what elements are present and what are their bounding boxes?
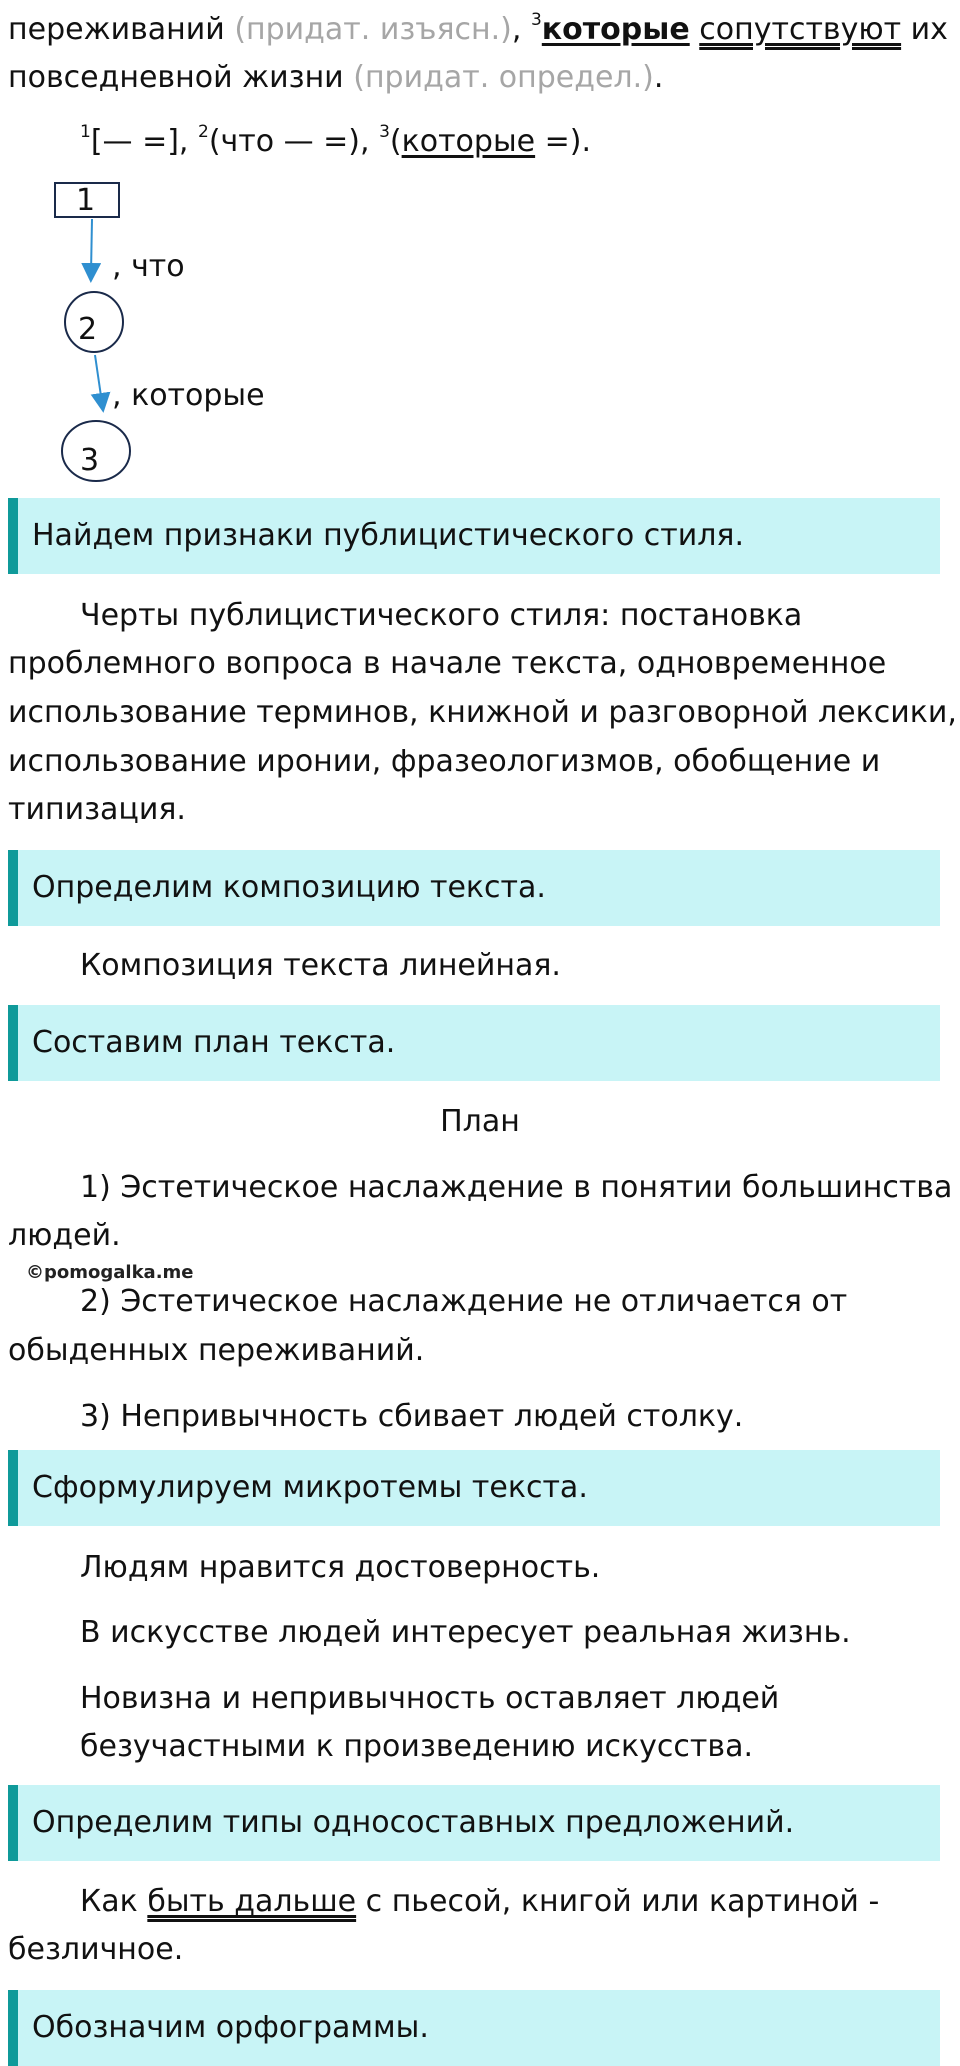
scheme-conjunction: которые — [401, 124, 536, 159]
scheme-part: (что — =), — [208, 124, 380, 159]
arrow-2 — [95, 355, 102, 403]
plan-item: 1) Эстетическое наслаждение в понятии большинства — [80, 1170, 953, 1205]
text-fragment: переживаний — [8, 12, 235, 47]
text-fragment: , — [511, 12, 531, 47]
scheme-part: [— =], — [90, 124, 198, 159]
section-title: Составим план текста. — [32, 1025, 396, 1060]
section-header — [8, 1990, 940, 2066]
paragraph-line: использование терминов, книжной и разговорной лексики, — [8, 695, 957, 730]
paragraph-line: проблемного вопроса в начале текста, одновременное — [8, 646, 887, 681]
section-header — [8, 850, 940, 926]
section-title: Определим композицию текста. — [32, 870, 546, 905]
plan-title: План — [440, 1104, 520, 1139]
paragraph-line: использование иронии, фразеологизмов, обобщение и — [8, 744, 881, 779]
section-header — [8, 1450, 940, 1526]
section-header — [8, 1785, 940, 1861]
scheme-part: =). — [535, 124, 592, 159]
section-title: Найдем признаки публицистического стиля. — [32, 518, 745, 553]
text-fragment: их — [901, 12, 948, 47]
text-fragment: Как — [80, 1884, 148, 1919]
scheme-part: ( — [389, 124, 402, 159]
microtheme: Людям нравится достоверность. — [80, 1550, 601, 1585]
paragraph-line — [80, 1882, 879, 1922]
plan-item: 3) Непривычность сбивает людей столку. — [80, 1399, 744, 1434]
clause-note: (придат. определ.) — [353, 60, 654, 95]
microtheme: безучастными к произведению искусства. — [80, 1729, 753, 1764]
clause-note: (придат. изъясн.) — [234, 12, 512, 47]
clause-number: 3 — [530, 10, 542, 30]
watermark: ©pomogalka.me — [26, 1262, 194, 1283]
conjunction-word: которые — [541, 12, 690, 47]
text-fragment — [690, 12, 700, 47]
paragraph-line: Композиция текста линейная. — [80, 948, 561, 983]
text-line — [8, 58, 663, 98]
arrow-1 — [91, 219, 92, 273]
clause-diagram — [0, 175, 300, 485]
plan-item: обыденных переживаний. — [8, 1333, 425, 1368]
predicate-word: сопутствуют — [699, 12, 902, 47]
clause-number: 2 — [197, 122, 209, 142]
diagram-node-label: 1 — [76, 183, 96, 218]
section-title: Сформулируем микротемы текста. — [32, 1470, 588, 1505]
clause-number: 1 — [80, 122, 91, 142]
paragraph-line: типизация. — [8, 792, 186, 827]
diagram-node-label: 2 — [78, 312, 98, 347]
text-fragment: . — [653, 60, 664, 95]
plan-item: 2) Эстетическое наслаждение не отличается от — [80, 1284, 848, 1319]
paragraph-line: Черты публицистического стиля: постановка — [80, 598, 803, 633]
section-header — [8, 1005, 940, 1081]
section-title: Определим типы односоставных предложений. — [32, 1805, 795, 1840]
plan-item: людей. — [8, 1218, 121, 1253]
clause-number: 3 — [379, 122, 390, 142]
diagram-link-label: , которые — [112, 378, 265, 413]
text-fragment: повседневной жизни — [8, 60, 354, 95]
section-header — [8, 498, 940, 574]
paragraph-line: безличное. — [8, 1932, 184, 1967]
microtheme: В искусстве людей интересует реальная жизнь. — [80, 1615, 851, 1650]
microtheme: Новизна и непривычность оставляет людей — [80, 1681, 780, 1716]
section-title: Обозначим орфограммы. — [32, 2010, 429, 2045]
text-line — [8, 10, 948, 50]
predicate-word: быть дальше — [147, 1884, 357, 1919]
diagram-node-label: 3 — [80, 443, 100, 478]
sentence-scheme — [80, 122, 591, 162]
text-fragment: с пьесой, книгой или картиной - — [356, 1884, 880, 1919]
diagram-link-label: , что — [112, 249, 185, 284]
